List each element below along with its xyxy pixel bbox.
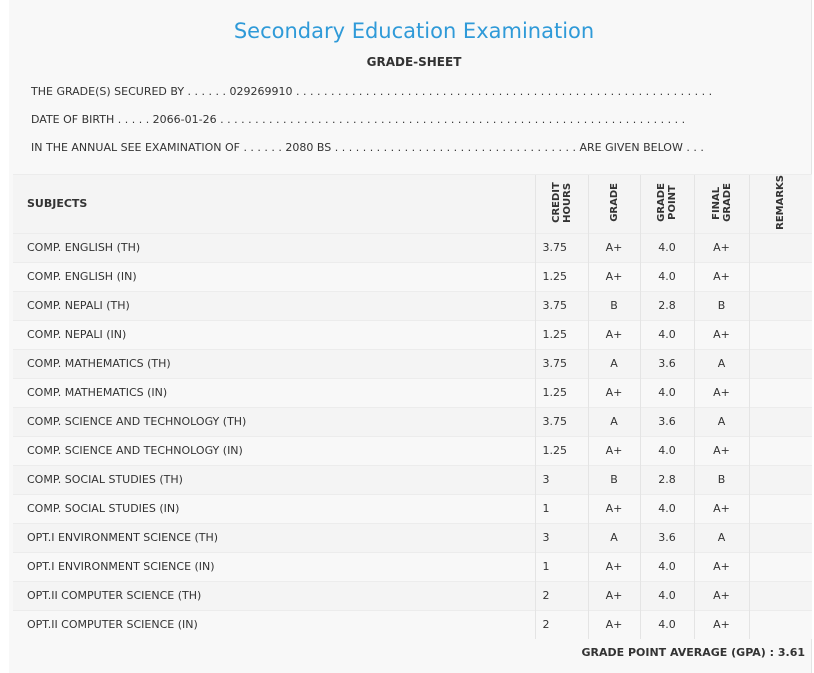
grade-point-cell: 4.0 [640,610,694,639]
grade-point-cell: 3.6 [640,407,694,436]
table-row [13,523,812,552]
grade-cell: B [588,465,640,494]
final-grade-cell: B [694,465,749,494]
credit-cell: 1.25 [535,320,588,349]
remarks-cell [749,465,812,494]
credit-cell: 2 [535,581,588,610]
page-title: Secondary Education Examination [233,19,595,43]
remarks-cell [749,320,812,349]
grade-cell: A+ [588,581,640,610]
secured-by-line: THE GRADE(S) SECURED BY . . . . . . 029269910 . . . . . . . . . . . . . . . . . . . . . . . . . . . . . . . . . . . . . . . . . . . . . . . . . . . . . . . . . . . . [31,85,713,98]
remarks-cell [749,291,812,320]
page-edge [0,0,9,673]
table-header-row [13,175,812,234]
remarks-cell [749,349,812,378]
date-of-birth-line: DATE OF BIRTH . . . . . 2066-01-26 . . . . . . . . . . . . . . . . . . . . . . . . . . . . . . . . . . . . . . . . . . . . . . . . . . . . . . . . . . . . . . . . . . . [31,113,686,126]
grades-table-wrapper [13,174,812,639]
grade-cell: A [588,349,640,378]
grade-point-cell: 4.0 [640,436,694,465]
credit-cell: 1 [535,552,588,581]
subject-cell: COMP. ENGLISH (TH) [13,233,535,262]
credit-cell: 3.75 [535,349,588,378]
remarks-cell [749,610,812,639]
final-grade-cell: A [694,407,749,436]
final-grade-cell: A+ [694,233,749,262]
grade-point-cell: 4.0 [640,262,694,291]
subject-cell: COMP. SCIENCE AND TECHNOLOGY (TH) [13,407,535,436]
table-row [13,320,812,349]
grade-cell: A+ [588,262,640,291]
credit-cell: 1.25 [535,378,588,407]
final-grade-cell: A+ [694,494,749,523]
table-row [13,378,812,407]
subject-cell: OPT.II COMPUTER SCIENCE (IN) [13,610,535,639]
subject-cell: COMP. MATHEMATICS (TH) [13,349,535,378]
credit-cell: 1 [535,494,588,523]
subject-cell: OPT.I ENVIRONMENT SCIENCE (IN) [13,552,535,581]
final-grade-cell: A [694,349,749,378]
grades-table [13,174,812,639]
grade-cell: A [588,407,640,436]
remarks-cell [749,523,812,552]
header-final-grade [694,175,749,234]
credit-cell: 2 [535,610,588,639]
grade-cell: B [588,291,640,320]
table-row [13,610,812,639]
final-grade-cell: A+ [694,581,749,610]
table-row [13,494,812,523]
subject-cell: OPT.II COMPUTER SCIENCE (TH) [13,581,535,610]
subject-cell: COMP. SCIENCE AND TECHNOLOGY (IN) [13,436,535,465]
final-grade-cell: A+ [694,262,749,291]
table-row [13,291,812,320]
header-grade-label: GRADE [608,183,620,222]
subject-cell: COMP. SOCIAL STUDIES (TH) [13,465,535,494]
final-grade-cell: A+ [694,610,749,639]
page-subtitle: GRADE-SHEET [366,55,462,69]
header-remarks-label: REMARKS [775,175,787,230]
remarks-cell [749,494,812,523]
final-grade-cell: A+ [694,436,749,465]
grade-point-cell: 4.0 [640,320,694,349]
credit-cell: 3 [535,465,588,494]
table-row [13,349,812,378]
final-grade-cell: A+ [694,552,749,581]
subject-cell: COMP. ENGLISH (IN) [13,262,535,291]
grade-point-cell: 3.6 [640,349,694,378]
grade-cell: A+ [588,320,640,349]
grade-point-cell: 4.0 [640,494,694,523]
credit-cell: 3.75 [535,233,588,262]
header-grade-point-label: GRADE POINT [656,183,678,222]
subject-cell: COMP. NEPALI (IN) [13,320,535,349]
header-remarks [749,175,812,234]
credit-cell: 3.75 [535,291,588,320]
grade-cell: A+ [588,436,640,465]
header-credit-hours-label: CREDIT HOURS [550,182,573,223]
subject-cell: COMP. MATHEMATICS (IN) [13,378,535,407]
remarks-cell [749,262,812,291]
credit-cell: 1.25 [535,436,588,465]
remarks-cell [749,581,812,610]
gpa-summary: GRADE POINT AVERAGE (GPA) : 3.61 [581,646,805,659]
grade-point-cell: 4.0 [640,378,694,407]
grade-point-cell: 2.8 [640,465,694,494]
subject-cell: COMP. SOCIAL STUDIES (IN) [13,494,535,523]
subject-cell: OPT.I ENVIRONMENT SCIENCE (TH) [13,523,535,552]
final-grade-cell: A [694,523,749,552]
grade-point-cell: 2.8 [640,291,694,320]
final-grade-cell: A+ [694,378,749,407]
final-grade-cell: A+ [694,320,749,349]
header-subjects: SUBJECTS [13,175,535,234]
table-row [13,465,812,494]
table-row [13,436,812,465]
header-final-grade-label: FINAL GRADE [710,183,733,222]
examination-line: IN THE ANNUAL SEE EXAMINATION OF . . . . . . 2080 BS . . . . . . . . . . . . . . . . . . . . . . . . . . . . . . . . . . . ARE GIVEN BELOW . . . [31,141,704,154]
table-row [13,581,812,610]
credit-cell: 3 [535,523,588,552]
final-grade-cell: B [694,291,749,320]
header-grade [588,175,640,234]
credit-cell: 3.75 [535,407,588,436]
remarks-cell [749,233,812,262]
credit-cell: 1.25 [535,262,588,291]
grade-point-cell: 3.6 [640,523,694,552]
grade-point-cell: 4.0 [640,233,694,262]
grade-cell: A+ [588,378,640,407]
table-row [13,262,812,291]
grade-point-cell: 4.0 [640,552,694,581]
subject-cell: COMP. NEPALI (TH) [13,291,535,320]
remarks-cell [749,436,812,465]
remarks-cell [749,407,812,436]
table-row [13,407,812,436]
table-row [13,233,812,262]
grade-cell: A+ [588,610,640,639]
header-grade-point [640,175,694,234]
grade-cell: A+ [588,494,640,523]
remarks-cell [749,552,812,581]
grade-cell: A+ [588,552,640,581]
header-credit-hours [535,175,588,234]
table-row [13,552,812,581]
grade-cell: A+ [588,233,640,262]
grade-cell: A [588,523,640,552]
grade-point-cell: 4.0 [640,581,694,610]
remarks-cell [749,378,812,407]
